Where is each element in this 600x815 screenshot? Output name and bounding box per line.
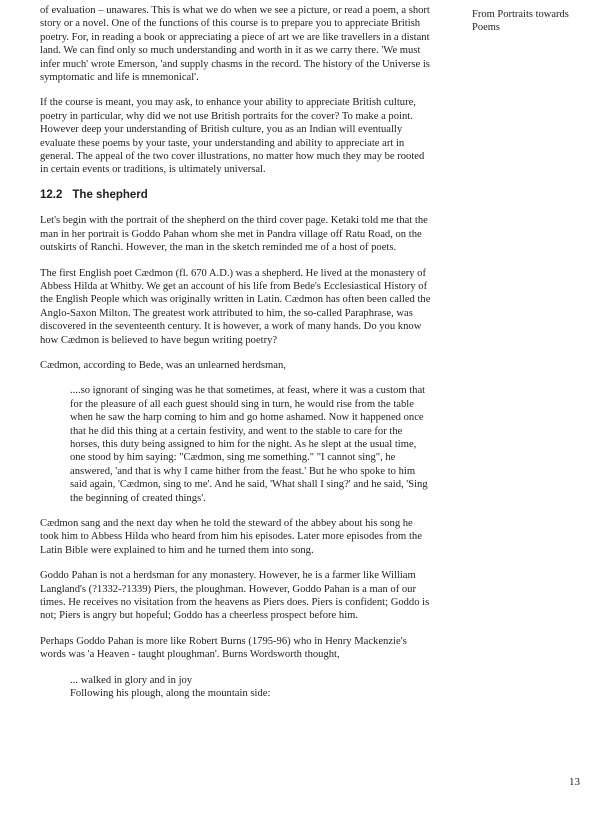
section-heading bbox=[40, 189, 432, 202]
verse-line: ... walked in glory and in joy bbox=[70, 674, 193, 686]
paragraph-course-purpose: If the course is meant, you may ask, to enhance your ability to appreciate British culture, poetry in particular, why did we not use British portraits for the cover? To make a point. However deep your understanding of British culture, you as an Indian will eventually evaluate these poems by your taste, your understanding and ability to appreciate art in general. The appeal of the two cover illustrations, no matter how much they may be rooted in certain events or traditions, is ultimately universal. bbox=[40, 97, 425, 176]
paragraph-shepherd-portrait: Let's begin with the portrait of the shepherd on the third cover page. Ketaki told me that the man in her portrait is Goddo Pahan whom she met in Pandra village off Ratu Road, on the outskirts of Ranchi. However, the man in the sketch reminded me of a host of poets. bbox=[40, 215, 428, 254]
section-number: 12.2 bbox=[40, 188, 63, 201]
page-number: 13 bbox=[569, 776, 580, 788]
paragraph-goddo-pahan: Goddo Pahan is not a herdsman for any monastery. However, he is a farmer like William Langland's (?1332-?1339) Piers, the ploughman. However, Goddo Pahan is a man of our times. He receives no visitation from the heavens as Piers does. Piers is confident; Goddo is not; Piers is angry but hopeful; Goddo has a cheerless prospect before him. bbox=[40, 570, 430, 622]
paragraph-burns: Perhaps Goddo Pahan is more like Robert Burns (1795-96) who in Henry Mackenzie's words was 'a Heaven - taught ploughman'. Burns Wordsworth thought, bbox=[40, 635, 407, 661]
verse-line: Following his plough, along the mountain side: bbox=[70, 688, 271, 700]
section-title: The shepherd bbox=[72, 188, 148, 201]
block-quote: ....so ignorant of singing was he that sometimes, at feast, where it was a custom that for the pleasure of all each guest should sing in turn, he would rise from the table when he saw the harp coming to him and go home ashamed. Now it happened once that he did this thing at a certain festivity, and went to the stable to care for the horses, this duty being assigned to him for the night. As he slept at the usual time, one stood by him saying: "Cædmon, sing me something." "I cannot sing", he answered, 'and that is why I came hither from the feast.' But he who spoke to him said again, 'Cædmon, sing to me'. And he said, 'What shall I sing?' and he said, 'Sing the beginning of created things'. bbox=[70, 385, 428, 504]
paragraph-bede: Cædmon, according to Bede, was an unlearned herdsman, bbox=[40, 359, 286, 371]
paragraph-caedmon: The first English poet Cædmon (fl. 670 A.D.) was a shepherd. He lived at the monastery of Abbess Hilda at Whitby. We get an account of his life from Bede's Ecclesiastical History of the English People which was originally written in Latin. Cædmon has often been called the Anglo-Saxon Milton. The greatest work attributed to him, the so-called Paraphrase, was discovered in the seventeenth century. It is however, a work of many hands. Do you know how Cædmon is believed to have begun writing poetry? bbox=[40, 267, 431, 346]
paragraph-caedmon-sang: Cædmon sang and the next day when he told the steward of the abbey about his song he took him to Abbess Hilda who heard from him his episodes. Later more episodes from the Latin Bible were explained to him and he turned them into song. bbox=[40, 518, 422, 556]
margin-note: From Portraits towards Poems bbox=[472, 9, 569, 33]
page-body bbox=[40, 4, 432, 700]
verse-quote bbox=[70, 674, 432, 701]
paragraph-evaluation: of evaluation – unawares. This is what we do when we see a picture, or read a poem, a short story or a novel. One of the functions of this course is to prepare you to appreciate British poetry. For, in reading a book or appreciating a piece of art we are like travellers in a distant land. We can find only so much understanding and worth in it as we carry there. 'We must infer much' wrote Emerson, 'and supply chasms in the record. The history of the Universe is symptomatic and life is mnemonical'. bbox=[40, 5, 430, 84]
